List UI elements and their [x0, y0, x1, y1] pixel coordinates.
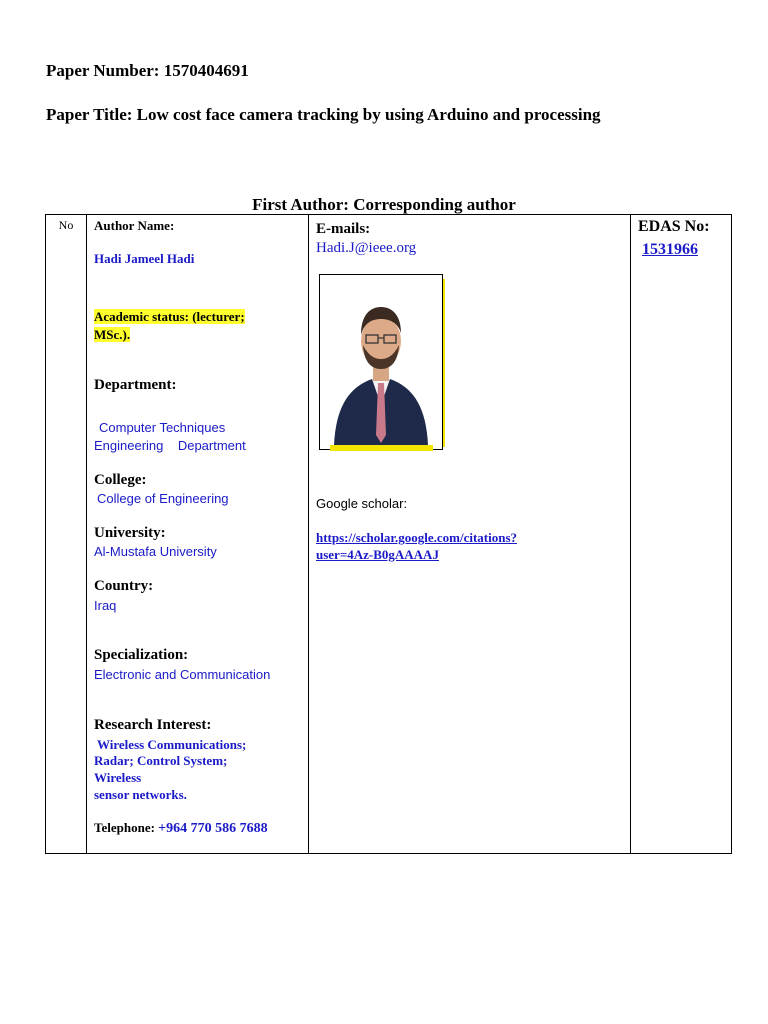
college-label: College: — [94, 472, 147, 488]
paper-number: Paper Number: 1570404691 — [46, 61, 249, 80]
telephone-label: Telephone: — [94, 820, 155, 835]
photo-border-right — [443, 279, 445, 447]
paper-title: Paper Title: Low cost face camera tracking by using Arduino and processing — [46, 105, 601, 124]
author-details-cell — [87, 215, 309, 854]
author-name: Hadi Jameel Hadi — [94, 251, 195, 266]
edas-number-link[interactable]: 1531966 — [642, 241, 698, 258]
google-scholar-link-line2[interactable]: user=4Az-B0gAAAAJ — [316, 547, 439, 562]
google-scholar-label: Google scholar: — [316, 496, 408, 511]
no-cell — [46, 215, 87, 854]
research-interest-label: Research Interest: — [94, 717, 212, 733]
department-line1: Computer Techniques — [99, 420, 226, 435]
edas-label: EDAS No: — [638, 218, 710, 235]
research-interest-line3: Wireless — [94, 770, 142, 785]
photo-border-bottom — [330, 445, 433, 451]
email-value[interactable]: Hadi.J@ieee.org — [316, 240, 417, 256]
academic-status-line1: Academic status: (lecturer; — [94, 309, 245, 324]
university-label: University: — [94, 525, 166, 541]
google-scholar-link-line1[interactable]: https://scholar.google.com/citations? — [316, 530, 518, 545]
research-interest-line4: sensor networks. — [94, 787, 187, 802]
academic-status-line2: MSc.). — [94, 327, 131, 342]
author-name-label: Author Name: — [94, 218, 175, 233]
department-line2: Engineering Department — [94, 438, 246, 453]
author-portrait-image — [320, 275, 442, 449]
country-label: Country: — [94, 578, 154, 594]
table-caption: First Author: Corresponding author — [252, 195, 516, 214]
college-value: College of Engineering — [97, 491, 229, 506]
research-interest-line2: Radar; Control System; — [94, 753, 228, 768]
telephone-value: +964 770 586 7688 — [158, 821, 268, 836]
department-label: Department: — [94, 377, 177, 393]
country-value: Iraq — [94, 598, 117, 613]
edas-cell — [631, 215, 732, 854]
university-value: Al-Mustafa University — [94, 544, 217, 559]
author-info-table — [45, 214, 732, 854]
author-photo — [319, 274, 443, 450]
emails-label: E-mails: — [316, 221, 371, 237]
no-label: No — [58, 218, 74, 232]
specialization-value: Electronic and Communication — [94, 667, 271, 682]
research-interest-line1: Wireless Communications; — [97, 737, 247, 752]
contact-cell — [309, 215, 631, 854]
specialization-label: Specialization: — [94, 647, 189, 663]
